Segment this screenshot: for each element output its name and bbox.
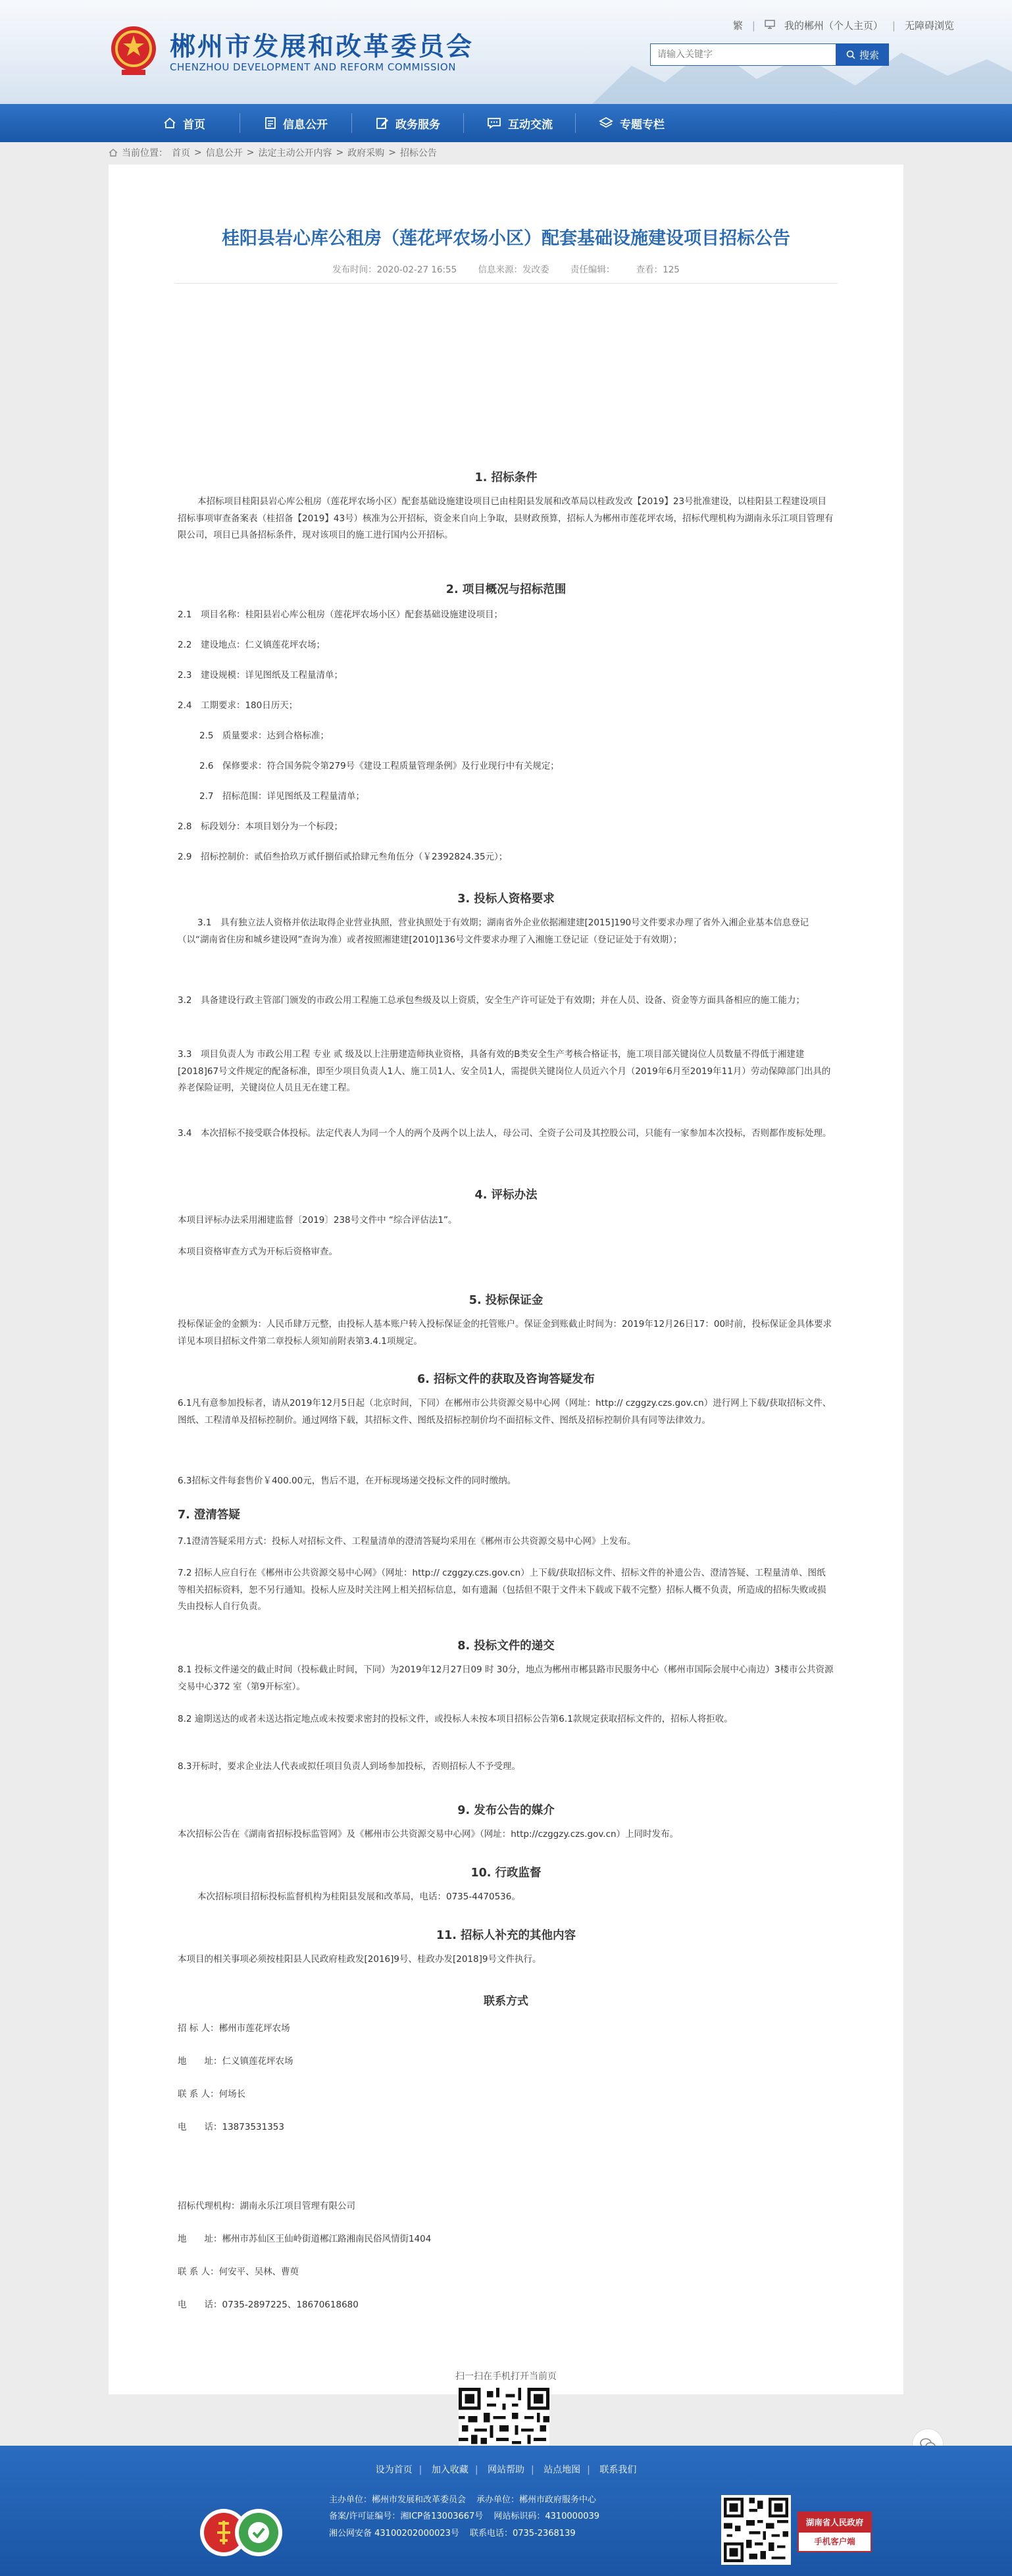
contact-line: 联 系 人：何场长 (178, 2089, 246, 2099)
paragraph: 3.4 本次招标不接受联合体投标。法定代表人为同一个人的两个及两个以上法人，母公司、全资子公司及其控股公司，只能有一家参加本次投标，否则都作废标处理。 (178, 1128, 832, 1139)
section-heading: 8. 投标文件的递交 (457, 1639, 555, 1653)
layers-icon (599, 116, 613, 130)
breadcrumb-separator: > (388, 147, 396, 158)
contact-line: 电 话：13873531353 (178, 2122, 284, 2132)
paragraph: 本项目评标办法采用湘建监督〔2019〕238号文件中 “综合评估法1”。 (178, 1215, 457, 1225)
section-heading: 3. 投标人资格要求 (457, 892, 555, 906)
gov-site-error-badge[interactable] (232, 2506, 285, 2559)
top-links (733, 18, 954, 32)
doc-icon (265, 116, 276, 130)
site-footer (0, 2446, 1012, 2576)
divider: | (751, 19, 755, 32)
section-heading: 10. 行政监督 (470, 1867, 542, 1880)
nav-item-label: 专题专栏 (620, 118, 665, 132)
section-heading: 11. 招标人补充的其他内容 (436, 1929, 576, 1942)
list-item: 2.4 工期要求：180日历天； (178, 700, 298, 711)
paragraph: 投标保证金的金额为：人民币肆万元整，由投标人基本账户转入投标保证金的托管账户。保证金到账截止时间为：2019年12月26日17：00时前，投标保证金具体要求详见本项目招标文件第二章投标人须知前附表第3.4.1项规定。 (178, 1319, 832, 1347)
editor: 责任编辑： (570, 265, 615, 275)
list-item: 2.5 质量要求：达到合格标准； (199, 731, 329, 741)
icp-text[interactable]: 备案/许可证编号：湘ICP备13003667号 (329, 2512, 484, 2522)
paragraph: 本次招标公告在《湖南省招标投标监管网》及《郴州市公共资源交易中心网》（网址：http://czggzy.czs.gov.cn）上同时发布。 (178, 1829, 679, 1840)
accessibility-link[interactable]: 无障碍浏览 (904, 20, 954, 32)
divider: | (418, 2465, 422, 2475)
paragraph: 6.3招标文件每套售价￥400.00元，售后不退，在开标现场递交投标文件的同时缴纳。 (178, 1476, 517, 1486)
paragraph: 8.3开标时，要求企业法人代表或拟任项目负责人到场参加投标，否则招标人不予受理。 (178, 1761, 520, 1772)
section-heading: 2. 项目概况与招标范围 (445, 583, 567, 596)
paragraph: 7.1澄清答疑采用方式：投标人对招标文件、工程量清单的澄清答疑均采用在《郴州市公共资源交易中心网》上发布。 (178, 1536, 636, 1547)
badge-line-2: 手机客户端 (814, 2537, 855, 2546)
section-heading: 1. 招标条件 (474, 471, 538, 484)
pencil-icon (376, 116, 389, 130)
footer-link-set-home[interactable]: 设为首页 (375, 2465, 413, 2475)
nav-item-label: 互动交流 (508, 118, 553, 132)
list-item: 2.6 保修要求：符合国务院令第279号《建设工程质量管理条例》及行业现行中有关规定； (199, 761, 559, 771)
sponsor-text: 主办单位：郴州市发展和改革委员会 (329, 2495, 467, 2505)
section-heading: 7. 澄清答疑 (178, 1508, 240, 1522)
section-heading: 4. 评标办法 (474, 1189, 538, 1202)
breadcrumb-separator: > (336, 147, 344, 158)
list-item: 2.1 项目名称：桂阳县岩心库公租房（莲花坪农场小区）配套基础设施建设项目； (178, 609, 503, 620)
contact-line: 地 址：仁义镇莲花坪农场 (178, 2056, 293, 2067)
contact-line: 联 系 人：何安平、吴林、曹萸 (178, 2267, 299, 2277)
paragraph: 本项目资格审查方式为开标后资格审查。 (178, 1247, 338, 1257)
footer-qr-code (721, 2495, 791, 2565)
contact-phone-text: 联系电话：0735-2368139 (469, 2528, 576, 2538)
list-item: 2.9 招标控制价：贰佰叁拾玖万贰仟捌佰贰拾肆元叁角伍分（￥2392824.35元）； (178, 852, 508, 862)
breadcrumb-prefix: 当前位置： (122, 148, 168, 159)
search-button[interactable] (836, 43, 889, 66)
section-heading: 联系方式 (484, 1995, 528, 2008)
divider: | (587, 2465, 590, 2475)
nav-item-interaction[interactable] (464, 104, 576, 142)
nav-item-info-disclosure[interactable] (240, 104, 352, 142)
info-source: 信息来源：发改委 (478, 265, 549, 275)
divider: | (531, 2465, 534, 2475)
section-heading: 6. 招标文件的获取及咨询答疑发布 (417, 1373, 595, 1386)
footer-link-help[interactable]: 网站帮助 (488, 2465, 524, 2475)
qr-label: 扫一扫在手机打开当前页 (455, 2371, 557, 2382)
breadcrumb-separator: > (194, 147, 202, 158)
site-header (0, 0, 1012, 104)
home-icon (163, 117, 176, 129)
nav-item-label: 政务服务 (395, 118, 440, 132)
search-input[interactable] (650, 43, 836, 66)
footer-info (329, 2492, 599, 2542)
list-item: 2.8 标段划分：本项目划分为一个标段； (178, 821, 343, 832)
paragraph: 3.3 项目负责人为 市政公用工程 专业 贰 级及以上注册建造师执业资格，具备有效的B类安全生产考核合格证书，施工项目部关键岗位人员数量不得低于湘建建[2018]67号文件规定的配备标准，即至少项目负责人1人、施工员1人、安全员1人，需提供关键岗位人员近六个月（2019年6月至2019年11月）劳动保障部门出具的养老保险证明，关键岗位人员且无在建工程。 (178, 1049, 831, 1094)
article-meta (109, 262, 903, 275)
main-nav (0, 104, 1012, 142)
paragraph: 3.1 具有独立法人资格并依法取得企业营业执照，营业执照处于有效期；湖南省外企业依据湘建建[2015]190号文件要求办理了省外入湘企业基本信息登记（以“湖南省住房和城乡建设网”查询为准）或者按照湘建建[2010]136号文件要求办理了入湘施工登记证（登记证处于有效期）； (178, 917, 809, 945)
home-icon (109, 149, 118, 157)
section-heading: 5. 投标保证金 (468, 1294, 544, 1307)
gov-mobile-client-badge[interactable] (797, 2512, 872, 2552)
list-item: 2.7 招标范围：详见图纸及工程量清单； (199, 791, 365, 802)
police-record-text[interactable]: 湘公网安备 43100202000023号 (329, 2528, 459, 2538)
badge-line-1: 湖南省人民政府 (799, 2513, 871, 2533)
nav-item-home[interactable] (128, 104, 240, 142)
breadcrumb-item-tender[interactable]: 招标公告 (399, 148, 437, 159)
breadcrumb-item-info[interactable]: 信息公开 (205, 148, 243, 159)
article-title: 桂阳县岩心库公租房（莲花坪农场小区）配套基础设施建设项目招标公告 (222, 228, 790, 249)
paragraph: 本项目的相关事项必须按桂阳县人民政府桂政发[2016]9号、桂政办发[2018]9号文件执行。 (178, 1954, 542, 1965)
paragraph: 本招标项目桂阳县岩心库公租房（莲花坪农场小区）配套基础设施建设项目已由桂阳县发展和改革局以桂政发改【2019】23号批准建设，以桂阳县工程建设项目招标事项审查备案表（桂招备【2019】43号）核准为公开招标，资金来自向上争取，县财政预算，招标人为郴州市莲花坪农场，招标代理机构为湖南永乐江项目管理有限公司，项目已具备招标条件，现对该项目的施工进行国内公开招标。 (178, 496, 834, 541)
nav-item-gov-services[interactable] (352, 104, 464, 142)
list-item: 2.3 建设规模：详见图纸及工程量清单； (178, 670, 343, 681)
contact-line: 地 址：郴州市苏仙区王仙岭街道郴江路湘南民俗风情街1404 (178, 2234, 432, 2244)
monitor-icon (765, 20, 775, 32)
national-emblem-logo (109, 24, 159, 78)
article-container (109, 165, 903, 2394)
site-subtitle: CHENZHOU DEVELOPMENT AND REFORM COMMISSION (170, 61, 456, 73)
paragraph: 6.1凡有意参加投标者，请从2019年12月5日起（北京时间，下同）在郴州市公共资源交易中心网（网址：http:// czggzy.czs.gov.cn）进行网上下载/获取招标文件、图纸、工程清单及招标控制价。通过网络下载，其招标文件、图纸及招标控制价均不面招标文件、图纸及招标控制价具有同等法律效力。 (178, 1398, 832, 1426)
divider: | (474, 2465, 478, 2475)
traditional-chinese-link[interactable]: 繁 (732, 20, 743, 32)
breadcrumb-item-home[interactable]: 首页 (172, 148, 190, 159)
breadcrumb-item-procurement[interactable]: 政府采购 (347, 148, 385, 159)
paragraph: 本次招标项目招标投标监督机构为桂阳县发展和改革局，电话：0735-4470536。 (197, 1892, 520, 1902)
chat-icon (487, 117, 501, 129)
paragraph: 8.1 投标文件递交的截止时间（投标截止时间，下同）为2019年12月27日09 时 30分，地点为郴州市郴县路市民服务中心（郴州市国际会展中心南边）3楼市公共资源交易中心372 室（第9开标室）。 (178, 1664, 834, 1692)
site-code-text: 网站标识码：4310000039 (493, 2512, 600, 2522)
section-heading: 9. 发布公告的媒介 (457, 1804, 555, 1817)
my-chenzhou-link[interactable]: 我的郴州（个人主页） (784, 20, 883, 32)
footer-link-contact[interactable]: 联系我们 (599, 2465, 637, 2475)
nav-item-label: 首页 (183, 118, 205, 132)
breadcrumb-separator: > (246, 147, 255, 158)
site-title[interactable]: 郴州市发展和改革委员会 (170, 32, 474, 62)
list-item: 2.2 建设地点：仁义镇莲花坪农场； (178, 640, 325, 650)
title-divider (174, 283, 838, 284)
footer-link-sitemap[interactable]: 站点地图 (544, 2465, 581, 2475)
organizer-text: 承办单位：郴州市政府服务中心 (476, 2495, 597, 2505)
nav-item-special-topics[interactable] (576, 104, 688, 142)
nav-item-label: 信息公开 (283, 118, 328, 132)
paragraph: 3.2 具备建设行政主管部门颁发的市政公用工程施工总承包叁级及以上资质，安全生产许可证处于有效期；并在人员、设备、资金等方面具备相应的施工能力； (178, 995, 805, 1006)
contact-line: 电 话：0735-2897225、18670618680 (178, 2300, 359, 2310)
contact-line: 招 标 人：郴州市莲花坪农场 (178, 2023, 290, 2034)
publish-time: 发布时间：2020-02-27 16:55 (332, 265, 457, 275)
contact-line: 招标代理机构：湖南永乐江项目管理有限公司 (178, 2201, 355, 2211)
breadcrumb-item-statutory[interactable]: 法定主动公开内容 (258, 148, 332, 159)
footer-links (0, 2463, 1012, 2476)
footer-link-favorite[interactable]: 加入收藏 (431, 2465, 468, 2475)
paragraph: 8.2 逾期送达的或者未送达指定地点或未按要求密封的投标文件，或投标人未按本项目招标公告第6.1款规定获取招标文件的，招标人将拒收。 (178, 1714, 733, 1724)
search-button-label: 搜索 (859, 49, 879, 61)
breadcrumb (109, 146, 437, 159)
paragraph: 7.2 招标人应自行在《郴州市公共资源交易中心网》（网址：http:// czggzy.czs.gov.cn）上下载/获取招标文件、招标文件的补遗公告、澄清答疑、工程量清单、图纸等相关招标资料，恕不另行通知。投标人应及时关注网上相关招标信息，如有遗漏（包括但不限于文件未下载或下载不完整）招标人概不负责，所造成的招标失败或损失由投标人自行负责。 (178, 1568, 826, 1612)
view-count: 查看：125 (636, 265, 680, 275)
divider: | (892, 19, 896, 32)
search-icon (846, 50, 855, 59)
